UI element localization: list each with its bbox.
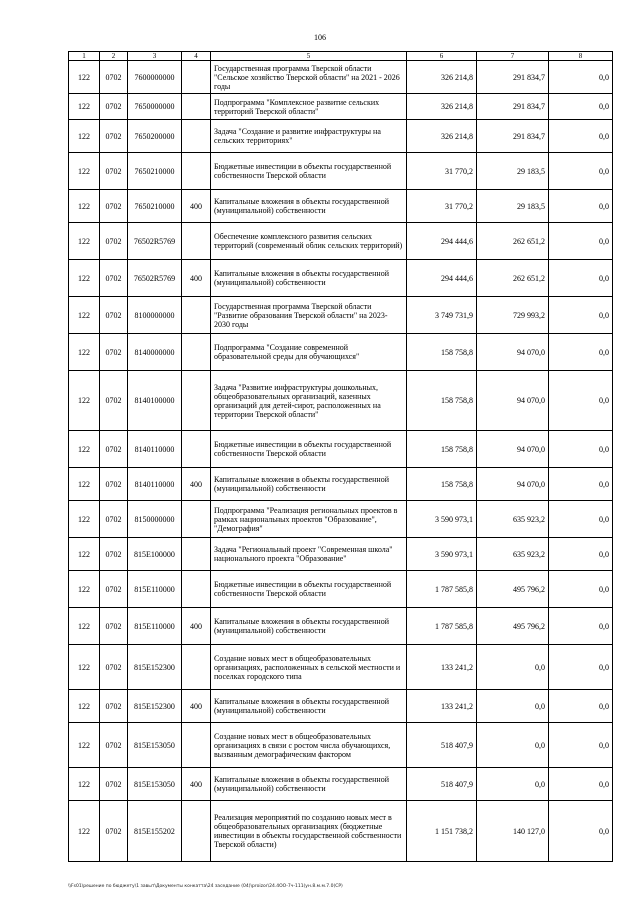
cell-code-admin: 122 xyxy=(69,468,100,501)
cell-amount-1: 133 241,2 xyxy=(407,645,477,690)
cell-section: 0702 xyxy=(100,468,128,501)
cell-amount-3: 0,0 xyxy=(549,801,613,862)
cell-amount-1: 1 787 585,8 xyxy=(407,608,477,645)
cell-name: Капитальные вложения в объекты государственной (муниципальной) собственности xyxy=(211,468,407,501)
table-row xyxy=(69,571,613,608)
cell-expense-type: 400 xyxy=(182,690,211,723)
cell-amount-3: 0,0 xyxy=(549,223,613,260)
cell-amount-2: 0,0 xyxy=(477,723,549,768)
cell-target-article: 815E110000 xyxy=(128,571,182,608)
table-row xyxy=(69,801,613,862)
cell-code-admin: 122 xyxy=(69,538,100,571)
cell-amount-3: 0,0 xyxy=(549,371,613,431)
cell-code-admin: 122 xyxy=(69,190,100,223)
header-row xyxy=(69,52,613,61)
cell-amount-1: 3 590 973,1 xyxy=(407,501,477,538)
cell-code-admin: 122 xyxy=(69,260,100,297)
cell-target-article: 7650210000 xyxy=(128,153,182,190)
cell-amount-2: 94 070,0 xyxy=(477,371,549,431)
cell-amount-1: 158 758,8 xyxy=(407,334,477,371)
cell-amount-2: 262 651,2 xyxy=(477,223,549,260)
cell-amount-3: 0,0 xyxy=(549,608,613,645)
cell-name: Задача "Развитие инфраструктуры дошкольных, общеобразовательных организаций, казенных организаций для детей-сирот, расположенных на территории Тверской области" xyxy=(211,371,407,431)
cell-expense-type xyxy=(182,645,211,690)
cell-amount-2: 140 127,0 xyxy=(477,801,549,862)
cell-amount-1: 31 770,2 xyxy=(407,153,477,190)
cell-target-article: 815E152300 xyxy=(128,645,182,690)
cell-target-article: 8140110000 xyxy=(128,468,182,501)
column-header: 4 xyxy=(182,52,211,61)
cell-expense-type xyxy=(182,297,211,334)
cell-expense-type xyxy=(182,723,211,768)
cell-section: 0702 xyxy=(100,371,128,431)
cell-amount-2: 0,0 xyxy=(477,768,549,801)
cell-amount-1: 518 407,9 xyxy=(407,723,477,768)
cell-section: 0702 xyxy=(100,61,128,94)
cell-amount-3: 0,0 xyxy=(549,190,613,223)
table-row xyxy=(69,431,613,468)
column-header: 8 xyxy=(549,52,613,61)
cell-amount-3: 0,0 xyxy=(549,334,613,371)
cell-amount-3: 0,0 xyxy=(549,120,613,153)
cell-code-admin: 122 xyxy=(69,94,100,120)
cell-amount-3: 0,0 xyxy=(549,538,613,571)
cell-name: Капитальные вложения в объекты государственной (муниципальной) собственности xyxy=(211,260,407,297)
cell-code-admin: 122 xyxy=(69,223,100,260)
cell-amount-3: 0,0 xyxy=(549,94,613,120)
cell-target-article: 76502R5769 xyxy=(128,223,182,260)
cell-expense-type: 400 xyxy=(182,190,211,223)
cell-name: Реализация мероприятий по созданию новых мест в общеобразовательных организациях (бюджетные инвестиции в объекты государственной собственности Тверской области) xyxy=(211,801,407,862)
cell-amount-1: 3 590 973,1 xyxy=(407,538,477,571)
cell-amount-2: 29 183,5 xyxy=(477,153,549,190)
cell-target-article: 815E100000 xyxy=(128,538,182,571)
page-number: 106 xyxy=(314,33,326,42)
cell-amount-2: 94 070,0 xyxy=(477,334,549,371)
cell-section: 0702 xyxy=(100,645,128,690)
cell-expense-type xyxy=(182,431,211,468)
cell-amount-1: 133 241,2 xyxy=(407,690,477,723)
cell-section: 0702 xyxy=(100,801,128,862)
cell-amount-1: 158 758,8 xyxy=(407,468,477,501)
cell-expense-type xyxy=(182,153,211,190)
cell-name: Государственная программа Тверской области "Сельское хозяйство Тверской области" на 2021 - 2026 годы xyxy=(211,61,407,94)
cell-amount-1: 158 758,8 xyxy=(407,371,477,431)
footer-path: \\Fs01\решение по бюджету\1 завыт\Документы конкатта\24 заседание (04)\proizor\24.4ОО-7ч-111(ун.8.м.м.7.0(СР) xyxy=(68,884,343,889)
cell-name: Создание новых мест в общеобразовательных организациях, расположенных в сельской местности и поселках городского типа xyxy=(211,645,407,690)
cell-amount-1: 326 214,8 xyxy=(407,94,477,120)
cell-name: Капитальные вложения в объекты государственной (муниципальной) собственности xyxy=(211,690,407,723)
cell-section: 0702 xyxy=(100,608,128,645)
cell-section: 0702 xyxy=(100,431,128,468)
cell-expense-type xyxy=(182,571,211,608)
cell-name: Подпрограмма "Комплексное развитие сельских территорий Тверской области" xyxy=(211,94,407,120)
cell-name: Бюджетные инвестиции в объекты государственной собственности Тверской области xyxy=(211,431,407,468)
table-row xyxy=(69,120,613,153)
cell-target-article: 815E153050 xyxy=(128,723,182,768)
cell-expense-type xyxy=(182,801,211,862)
table-body xyxy=(69,61,613,862)
cell-expense-type: 400 xyxy=(182,768,211,801)
cell-amount-2: 94 070,0 xyxy=(477,431,549,468)
table-row xyxy=(69,690,613,723)
cell-target-article: 8150000000 xyxy=(128,501,182,538)
cell-amount-3: 0,0 xyxy=(549,431,613,468)
cell-name: Капитальные вложения в объекты государственной (муниципальной) собственности xyxy=(211,768,407,801)
cell-section: 0702 xyxy=(100,768,128,801)
table-row xyxy=(69,297,613,334)
cell-expense-type xyxy=(182,334,211,371)
table-row xyxy=(69,223,613,260)
cell-name: Подпрограмма "Реализация региональных проектов в рамках национальных проектов "Образование", "Демография" xyxy=(211,501,407,538)
cell-section: 0702 xyxy=(100,190,128,223)
cell-section: 0702 xyxy=(100,501,128,538)
cell-expense-type xyxy=(182,223,211,260)
cell-section: 0702 xyxy=(100,120,128,153)
cell-amount-1: 3 749 731,9 xyxy=(407,297,477,334)
cell-section: 0702 xyxy=(100,723,128,768)
cell-name: Государственная программа Тверской области "Развитие образования Тверской области" на 2023-2030 годы xyxy=(211,297,407,334)
cell-amount-2: 495 796,2 xyxy=(477,571,549,608)
table-row xyxy=(69,723,613,768)
cell-code-admin: 122 xyxy=(69,334,100,371)
table-row xyxy=(69,645,613,690)
table-row xyxy=(69,94,613,120)
table-row xyxy=(69,468,613,501)
cell-code-admin: 122 xyxy=(69,297,100,334)
cell-expense-type xyxy=(182,61,211,94)
table-row xyxy=(69,501,613,538)
cell-amount-1: 294 444,6 xyxy=(407,223,477,260)
cell-name: Капитальные вложения в объекты государственной (муниципальной) собственности xyxy=(211,608,407,645)
cell-target-article: 76502R5769 xyxy=(128,260,182,297)
cell-code-admin: 122 xyxy=(69,768,100,801)
cell-amount-2: 291 834,7 xyxy=(477,120,549,153)
cell-name: Создание новых мест в общеобразовательных организациях в связи с ростом числа обучающихся, вызванным демографическим фактором xyxy=(211,723,407,768)
table-row xyxy=(69,61,613,94)
cell-code-admin: 122 xyxy=(69,501,100,538)
cell-target-article: 815E153050 xyxy=(128,768,182,801)
cell-amount-3: 0,0 xyxy=(549,645,613,690)
cell-code-admin: 122 xyxy=(69,723,100,768)
cell-code-admin: 122 xyxy=(69,61,100,94)
cell-target-article: 7650200000 xyxy=(128,120,182,153)
cell-expense-type: 400 xyxy=(182,608,211,645)
cell-name: Бюджетные инвестиции в объекты государственной собственности Тверской области xyxy=(211,153,407,190)
cell-amount-2: 635 923,2 xyxy=(477,501,549,538)
cell-name: Бюджетные инвестиции в объекты государственной собственности Тверской области xyxy=(211,571,407,608)
table-row xyxy=(69,608,613,645)
cell-amount-1: 294 444,6 xyxy=(407,260,477,297)
cell-name: Капитальные вложения в объекты государственной (муниципальной) собственности xyxy=(211,190,407,223)
cell-section: 0702 xyxy=(100,223,128,260)
cell-amount-2: 729 993,2 xyxy=(477,297,549,334)
cell-section: 0702 xyxy=(100,538,128,571)
cell-target-article: 7650000000 xyxy=(128,94,182,120)
cell-target-article: 815E155202 xyxy=(128,801,182,862)
cell-section: 0702 xyxy=(100,334,128,371)
cell-target-article: 8140000000 xyxy=(128,334,182,371)
cell-amount-3: 0,0 xyxy=(549,297,613,334)
column-header: 1 xyxy=(69,52,100,61)
table-row xyxy=(69,153,613,190)
cell-code-admin: 122 xyxy=(69,608,100,645)
cell-amount-3: 0,0 xyxy=(549,61,613,94)
cell-amount-1: 158 758,8 xyxy=(407,431,477,468)
budget-table xyxy=(68,51,613,862)
cell-code-admin: 122 xyxy=(69,153,100,190)
cell-amount-1: 31 770,2 xyxy=(407,190,477,223)
cell-amount-1: 326 214,8 xyxy=(407,120,477,153)
table-row xyxy=(69,538,613,571)
cell-amount-3: 0,0 xyxy=(549,690,613,723)
cell-name: Задача "Региональный проект "Современная школа" национального проекта "Образование" xyxy=(211,538,407,571)
cell-amount-3: 0,0 xyxy=(549,571,613,608)
cell-expense-type: 400 xyxy=(182,260,211,297)
column-header: 3 xyxy=(128,52,182,61)
cell-amount-3: 0,0 xyxy=(549,768,613,801)
cell-amount-3: 0,0 xyxy=(549,153,613,190)
cell-expense-type: 400 xyxy=(182,468,211,501)
cell-target-article: 8140100000 xyxy=(128,371,182,431)
table-row xyxy=(69,260,613,297)
column-header: 2 xyxy=(100,52,128,61)
cell-amount-3: 0,0 xyxy=(549,468,613,501)
cell-target-article: 815E152300 xyxy=(128,690,182,723)
cell-amount-3: 0,0 xyxy=(549,501,613,538)
cell-amount-2: 262 651,2 xyxy=(477,260,549,297)
cell-name: Обеспечение комплексного развития сельских территорий (современный облик сельских территорий) xyxy=(211,223,407,260)
cell-section: 0702 xyxy=(100,260,128,297)
table-row xyxy=(69,371,613,431)
table-row xyxy=(69,768,613,801)
cell-code-admin: 122 xyxy=(69,690,100,723)
cell-amount-2: 94 070,0 xyxy=(477,468,549,501)
cell-section: 0702 xyxy=(100,94,128,120)
cell-code-admin: 122 xyxy=(69,645,100,690)
cell-amount-2: 291 834,7 xyxy=(477,94,549,120)
column-header: 7 xyxy=(477,52,549,61)
cell-amount-1: 1 151 738,2 xyxy=(407,801,477,862)
cell-amount-2: 0,0 xyxy=(477,645,549,690)
cell-target-article: 8140110000 xyxy=(128,431,182,468)
cell-amount-2: 0,0 xyxy=(477,690,549,723)
cell-section: 0702 xyxy=(100,153,128,190)
cell-section: 0702 xyxy=(100,297,128,334)
cell-code-admin: 122 xyxy=(69,120,100,153)
cell-amount-1: 518 407,9 xyxy=(407,768,477,801)
cell-name: Задача "Создание и развитие инфраструктуры на сельских территориях" xyxy=(211,120,407,153)
cell-target-article: 8100000000 xyxy=(128,297,182,334)
cell-expense-type xyxy=(182,120,211,153)
cell-amount-3: 0,0 xyxy=(549,723,613,768)
cell-code-admin: 122 xyxy=(69,431,100,468)
cell-expense-type xyxy=(182,538,211,571)
cell-code-admin: 122 xyxy=(69,371,100,431)
cell-target-article: 7600000000 xyxy=(128,61,182,94)
cell-amount-2: 495 796,2 xyxy=(477,608,549,645)
cell-section: 0702 xyxy=(100,690,128,723)
cell-amount-2: 635 923,2 xyxy=(477,538,549,571)
cell-amount-3: 0,0 xyxy=(549,260,613,297)
cell-expense-type xyxy=(182,501,211,538)
cell-amount-1: 326 214,8 xyxy=(407,61,477,94)
cell-amount-2: 29 183,5 xyxy=(477,190,549,223)
cell-section: 0702 xyxy=(100,571,128,608)
cell-expense-type xyxy=(182,371,211,431)
column-header: 6 xyxy=(407,52,477,61)
cell-amount-2: 291 834,7 xyxy=(477,61,549,94)
cell-code-admin: 122 xyxy=(69,801,100,862)
column-header: 5 xyxy=(211,52,407,61)
cell-code-admin: 122 xyxy=(69,571,100,608)
cell-name: Подпрограмма "Создание современной образовательной среды для обучающихся" xyxy=(211,334,407,371)
table-row xyxy=(69,334,613,371)
cell-amount-1: 1 787 585,8 xyxy=(407,571,477,608)
cell-expense-type xyxy=(182,94,211,120)
cell-target-article: 7650210000 xyxy=(128,190,182,223)
cell-target-article: 815E110000 xyxy=(128,608,182,645)
table-row xyxy=(69,190,613,223)
